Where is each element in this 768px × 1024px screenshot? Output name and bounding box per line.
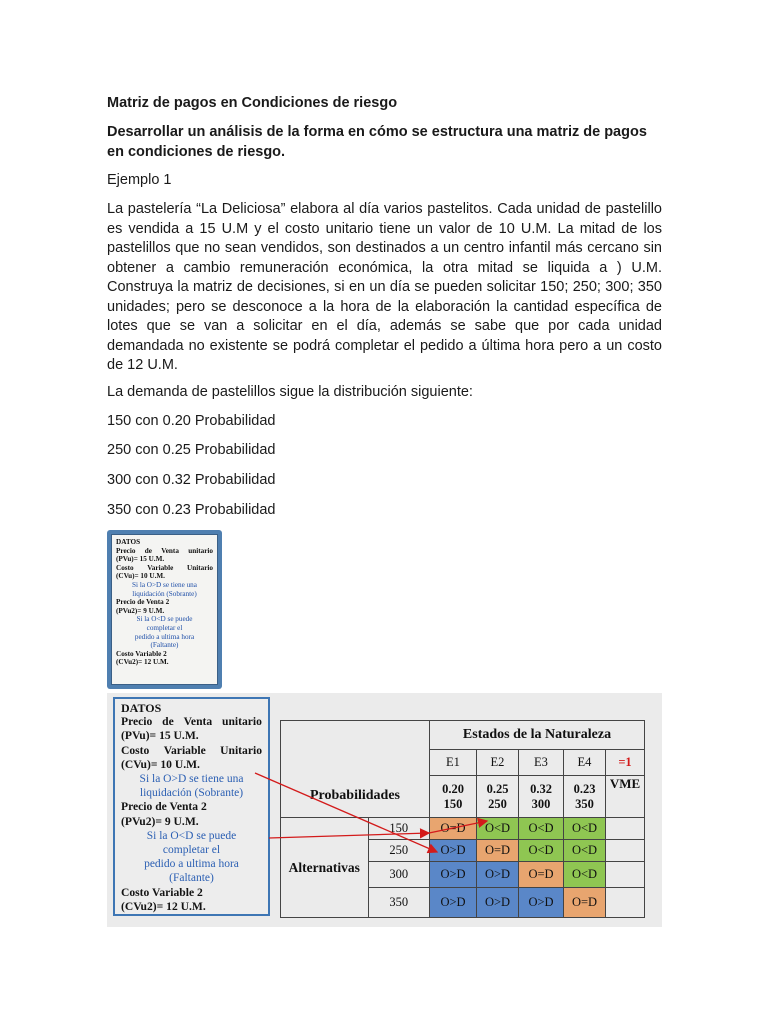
datos-pv-value: (PVu)= 15 U.M. (121, 729, 199, 743)
states-header: Estados de la Naturaleza (430, 721, 645, 750)
text: de (144, 546, 152, 555)
text: Variable (147, 563, 174, 572)
text: Unitario (187, 563, 213, 572)
cell-r1-e2: O<D (477, 818, 519, 840)
datos-small-faltante-4: (Faltante) (150, 641, 179, 650)
cell-r1-e1: O=D (430, 818, 477, 840)
probability: 0.32 (530, 781, 552, 796)
problem-paragraph: La pastelería “La Deliciosa” elabora al día varios pastelitos. Cada unidad de pastelillo es vendida a 15 U.M y el costo unitario tiene un valor de 10 U.M. La mitad de los pastelillos que no sean vendidos, son destinados a un centro infantil más cercano sin obtener a cambio remuneración económica, la otra mitad se liquida a ) U.M. Construya la matriz de decisiones, si en un día se pueden solicitar 150; 250; 300; 350 unidades; pero se desconoce a la hora de la elaboración la cantidad específica de lotes que se van a solicitar en el día, además se sabe que por cada unidad demandada no existente se podrá completar el pedido a última hora pero a un costo de 12 U.M. (107, 201, 662, 373)
probability: 0.20 (442, 781, 464, 796)
doc-subtitle: Desarrollar un análisis de la forma en cómo se estructura una matriz de pagos en condiciones de riesgo. (107, 124, 647, 160)
cell-r4-e3: O>D (519, 888, 564, 918)
datos-cv2-value: (CVu2)= 12 U.M. (121, 899, 206, 913)
demand: 150 (443, 796, 463, 811)
text: Precio (116, 546, 136, 555)
datos-title: DATOS (121, 701, 162, 715)
datos-sobrante-2: liquidación (Sobrante) (139, 787, 244, 800)
vme-label: VME (606, 776, 645, 818)
alternatives-label: Alternativas (281, 818, 369, 918)
cell-r3-e3: O=D (519, 862, 564, 888)
cell-r1-e3: O<D (519, 818, 564, 840)
cell-r4-e4: O=D (564, 888, 606, 918)
datos-sobrante-1: Si la O>D se tiene una (139, 773, 244, 786)
alt-350: 350 (368, 888, 429, 918)
datos-small-pv2-line1: Precio de Venta 2 (116, 598, 170, 607)
state-e3: E3 (519, 750, 564, 776)
datos-faltante-2: completar el (162, 844, 221, 857)
datos-pv2-value: (PVu2)= 9 U.M. (121, 814, 199, 828)
text: Variable (163, 743, 206, 757)
distribution-item: 250 con 0.25 Probabilidad (107, 442, 276, 458)
datos-small-cv2: (CVu)= 10 U.M. (116, 572, 165, 581)
datos-small-sobrante-2: liquidación (Sobrante) (132, 589, 197, 598)
alt-150: 150 (368, 818, 429, 840)
datos-small-pv2-line2: (PVu2)= 9 U.M. (116, 606, 165, 615)
distribution-item: 150 con 0.20 Probabilidad (107, 413, 276, 429)
datos-small-image (107, 530, 222, 689)
datos-small-pv (116, 547, 213, 556)
text: Costo (116, 563, 134, 572)
text: unitario (188, 546, 213, 555)
doc-title: Matriz de pagos en Condiciones de riesgo (107, 95, 398, 111)
text: Unitario (220, 743, 262, 757)
demand: 350 (575, 796, 594, 811)
probabilities-label: Probabilidades (310, 788, 400, 803)
text: de (162, 715, 174, 729)
datos-faltante-1: Si la O<D se puede (146, 829, 237, 842)
state-e1: E1 (430, 750, 477, 776)
cell-r4-e2: O>D (477, 888, 519, 918)
datos-small-cv (116, 564, 213, 573)
state-e2: E2 (477, 750, 519, 776)
state-e4: E4 (564, 750, 606, 776)
cell-r3-e4: O<D (564, 862, 606, 888)
cell-r4-e1: O>D (430, 888, 477, 918)
datos-small-pv2: (PVu)= 15 U.M. (116, 555, 165, 564)
probability: 0.25 (486, 781, 509, 796)
distribution-item: 300 con 0.32 Probabilidad (107, 472, 276, 488)
cell-r3-e1: O>D (430, 862, 477, 888)
cell-r2-e4: O<D (564, 840, 606, 862)
probability: 0.23 (573, 781, 596, 796)
cell-r3-e2: O>D (477, 862, 519, 888)
cell-r2-e1: O>D (430, 840, 477, 862)
datos-cv-value: (CVu)= 10 U.M. (121, 757, 200, 771)
annotation-arrows (107, 693, 662, 927)
distribution-item: 350 con 0.23 Probabilidad (107, 502, 276, 518)
example-label: Ejemplo 1 (107, 172, 172, 188)
arrow-sobrante (255, 773, 437, 852)
cell-r1-e4: O<D (564, 818, 606, 840)
text: Venta (183, 715, 213, 729)
datos-faltante-3: pedido a ultima hora (144, 858, 239, 871)
text: Costo (121, 743, 150, 757)
alt-300: 300 (368, 862, 429, 888)
cell-r2-e2: O=D (477, 840, 519, 862)
text: Venta (161, 546, 179, 555)
datos-small-box (111, 534, 218, 685)
datos-small-cv2-line1: Costo Variable 2 (116, 649, 167, 658)
alt-250: 250 (368, 840, 429, 862)
cell-r2-e3: O<D (519, 840, 564, 862)
datos-small-faltante-2: completar el (146, 623, 183, 632)
datos-small-faltante-3: pedido a ultima hora (134, 632, 195, 641)
sum-label: =1 (606, 750, 645, 776)
datos-small-faltante-1: Si la O<D se puede (136, 615, 193, 624)
text: Precio (121, 715, 153, 729)
datos-cv2: Costo Variable 2 (121, 885, 203, 899)
datos-pv2: Precio de Venta 2 (121, 800, 207, 814)
datos-small-sobrante-1: Si la O>D se tiene una (132, 580, 197, 589)
payoff-matrix-image (107, 693, 662, 927)
text: unitario (222, 715, 262, 729)
demand: 300 (531, 796, 551, 811)
datos-faltante-4: (Faltante) (169, 872, 214, 885)
distribution-intro: La demanda de pastelillos sigue la distribución siguiente: (107, 384, 473, 400)
datos-small-title: DATOS (116, 538, 141, 546)
demand: 250 (488, 796, 507, 811)
arrow-faltante-2 (429, 821, 487, 833)
arrow-faltante (269, 833, 429, 838)
datos-small-cv2-line2: (CVu2)= 12 U.M. (116, 658, 169, 667)
